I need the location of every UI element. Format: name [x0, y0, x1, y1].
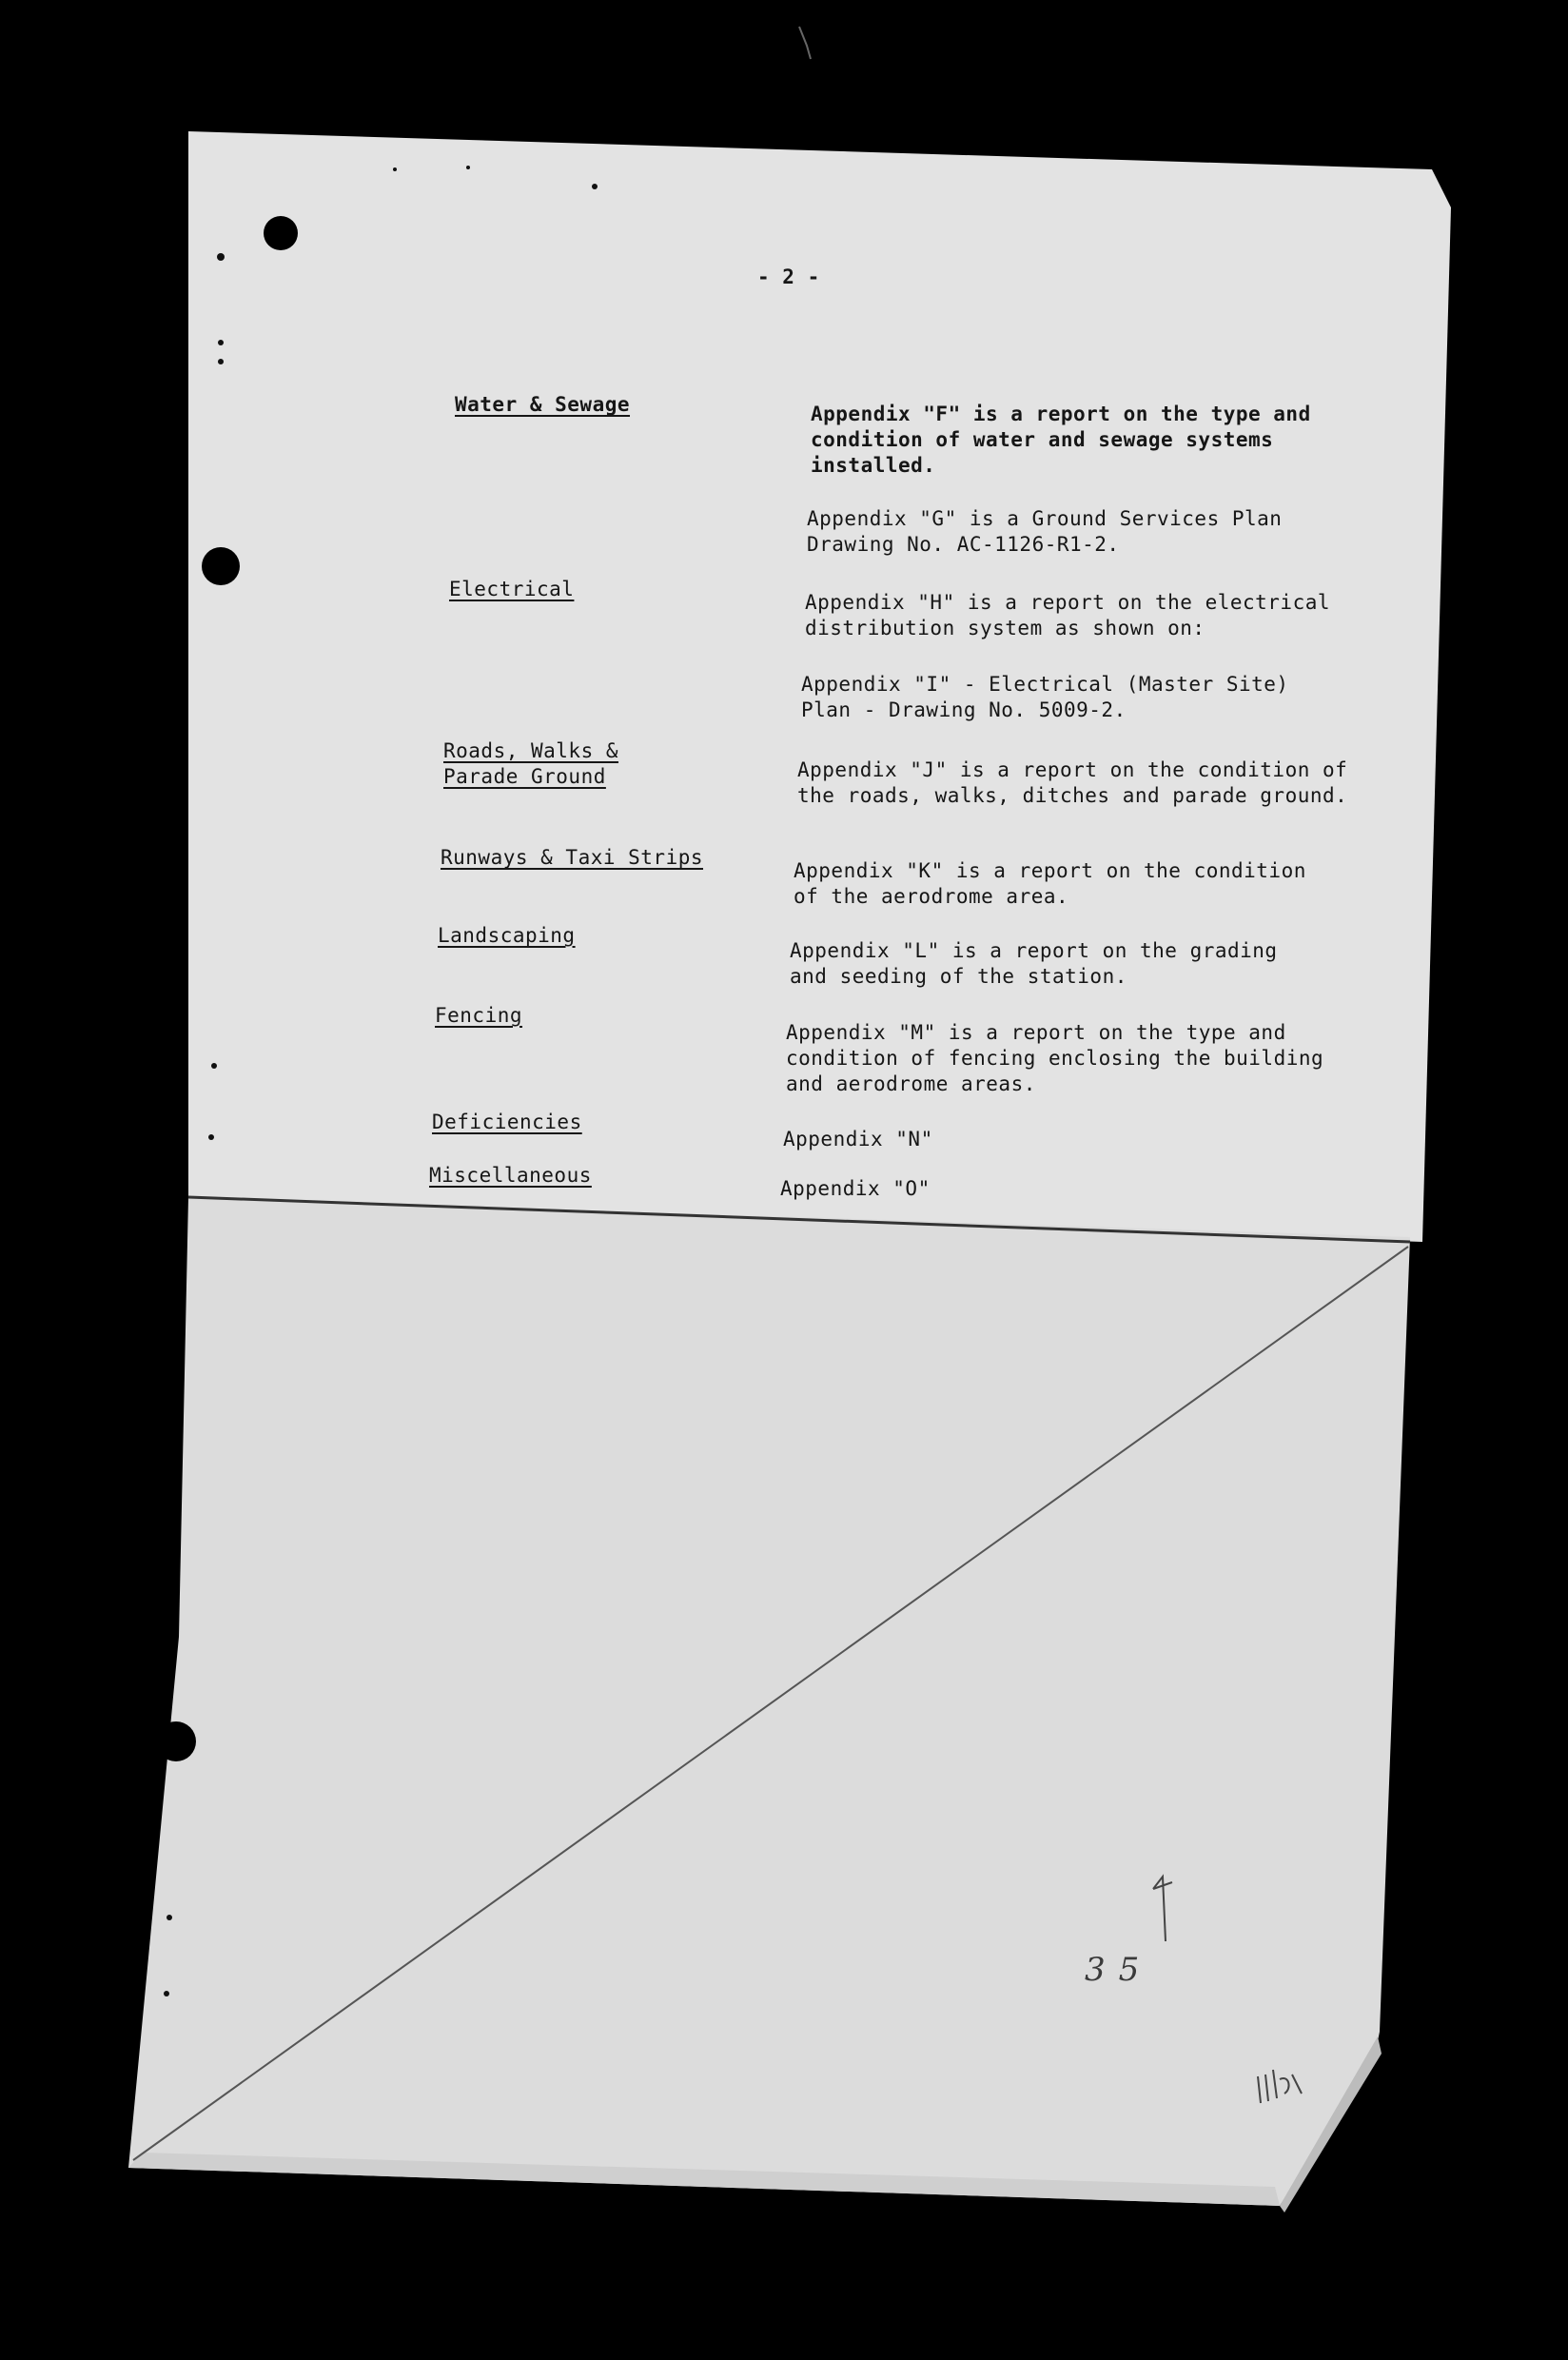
heading-roads-walks-parade: Roads, Walks & Parade Ground	[443, 739, 619, 788]
punch-hole	[264, 216, 298, 250]
entry-appendix-h: Appendix "H" is a report on the electrical distribution system as shown on:	[805, 591, 1331, 639]
handwritten-page-mark: 35	[1085, 1951, 1153, 1989]
heading-fencing: Fencing	[435, 1004, 523, 1027]
lower-sheet	[128, 1197, 1410, 2206]
punch-hole	[156, 1721, 196, 1761]
entry-appendix-g: Appendix "G" is a Ground Services Plan Drawing No. AC-1126-R1-2.	[807, 507, 1283, 556]
entry-appendix-n: Appendix "N"	[783, 1128, 933, 1150]
entry-appendix-l: Appendix "L" is a report on the grading and seeding of the station.	[790, 939, 1278, 988]
entry-appendix-j: Appendix "J" is a report on the condition of the roads, walks, ditches and parade ground.	[797, 758, 1348, 807]
entry-appendix-i: Appendix "I" - Electrical (Master Site) Plan - Drawing No. 5009-2.	[801, 673, 1289, 721]
punch-hole	[202, 547, 240, 585]
heading-deficiencies: Deficiencies	[432, 1111, 582, 1133]
page-number: - 2 -	[757, 266, 820, 288]
entry-appendix-f: Appendix "F" is a report on the type and condition of water and sewage systems installed.	[811, 403, 1311, 477]
heading-miscellaneous: Miscellaneous	[429, 1164, 592, 1187]
heading-landscaping: Landscaping	[438, 924, 576, 947]
entry-appendix-m: Appendix "M" is a report on the type and condition of fencing enclosing the building and aerodrome areas.	[786, 1021, 1324, 1095]
entry-appendix-k: Appendix "K" is a report on the condition of the aerodrome area.	[794, 859, 1306, 908]
heading-runways-taxi-strips: Runways & Taxi Strips	[441, 846, 704, 869]
heading-electrical: Electrical	[449, 578, 575, 600]
heading-water-sewage: Water & Sewage	[455, 393, 631, 416]
entry-appendix-o: Appendix "O"	[780, 1177, 931, 1200]
